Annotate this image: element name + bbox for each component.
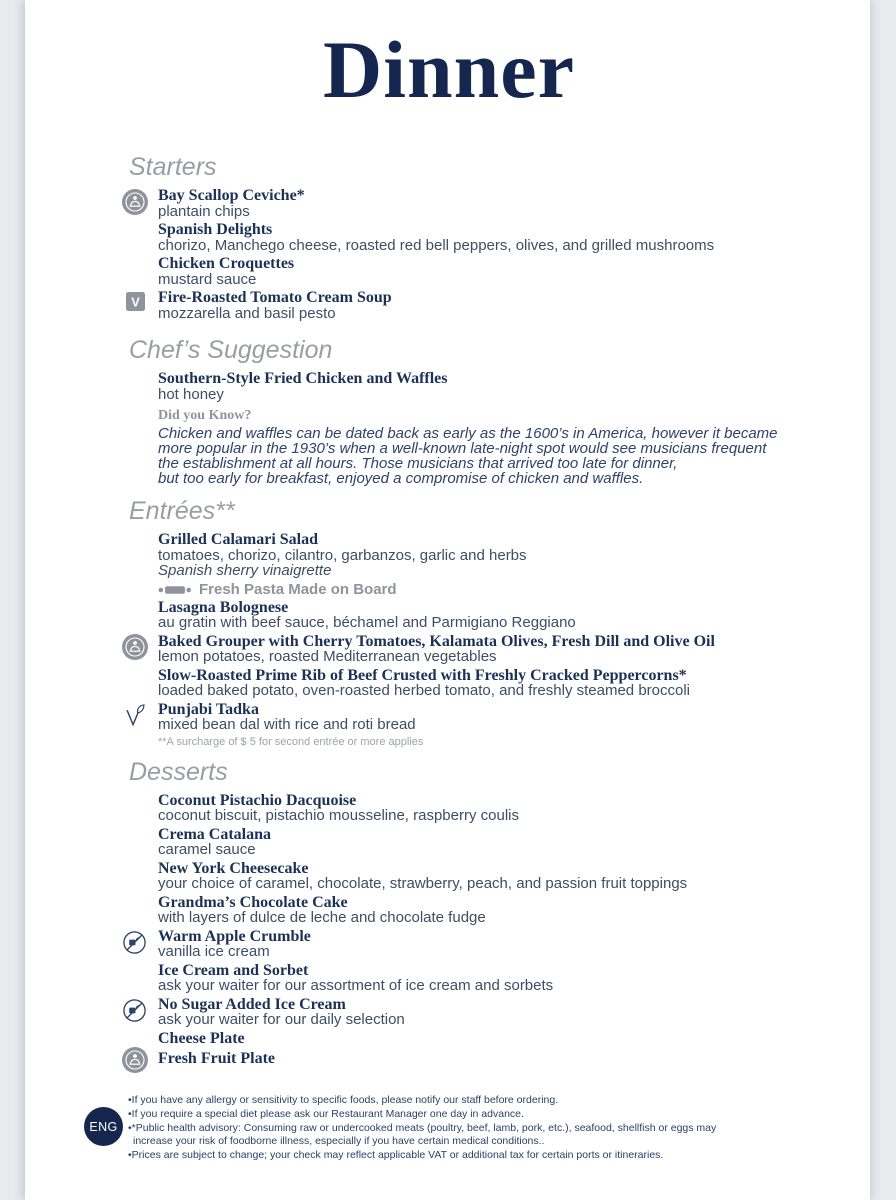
did-you-know-heading: Did you Know? — [158, 408, 252, 423]
item-name: Southern-Style Fried Chicken and Waffles — [158, 370, 448, 387]
item-name: Grilled Calamari Salad — [158, 531, 318, 548]
item-name: Crema Catalana — [158, 825, 272, 843]
section-chefs-suggestion — [129, 336, 830, 487]
item-description: caramel sauce — [158, 841, 256, 858]
footer-notes — [128, 1094, 740, 1163]
menu-item — [158, 929, 830, 960]
item-description: mustard sauce — [158, 270, 257, 288]
item-name: No Sugar Added Ice Cream — [158, 995, 346, 1013]
menu-item — [158, 1051, 830, 1067]
did-you-know-line: Chicken and waffles can be dated back as early as the 1600’s in America, however it became — [158, 425, 778, 442]
item-name: Chicken Croquettes — [158, 255, 295, 272]
section-heading: Entrées** — [129, 497, 235, 525]
surcharge-note: **A surcharge of $ 5 for second entrée or more applies — [158, 735, 424, 748]
menu-item — [158, 256, 830, 287]
menu-item — [158, 827, 830, 858]
item-name: New York Cheesecake — [158, 859, 309, 877]
item-description: plantain chips — [158, 202, 250, 220]
item-name: Bay Scallop Ceviche* — [158, 187, 305, 204]
menu-item — [130, 289, 830, 322]
section-heading: Chef’s Suggestion — [129, 336, 333, 364]
item-description: ask your waiter for our daily selection — [158, 1011, 405, 1028]
spa-icon — [121, 188, 148, 215]
section-entrees — [129, 497, 830, 749]
did-you-know-line: but too early for breakfast, enjoyed a compromise of chicken and waffles. — [158, 470, 644, 487]
menu-content — [25, 0, 870, 1067]
did-you-know-line: the establishment at all hours. Those musicians that arrived too late for dinner, — [158, 455, 678, 472]
footer-note: •Prices are subject to change; your check may reflect applicable VAT or additional tax for certain ports or itineraries. — [128, 1149, 664, 1162]
item-name: Cheese Plate — [158, 1029, 245, 1047]
language-badge[interactable]: ENG — [84, 1107, 123, 1146]
item-description: vanilla ice cream — [158, 943, 270, 960]
footer-note: •If you have any allergy or sensitivity to specific foods, please notify our staff before ordering. — [128, 1094, 559, 1106]
menu-item — [158, 702, 830, 733]
menu-item — [158, 963, 830, 994]
item-description: loaded baked potato, oven-roasted herbed tomato, and freshly steamed broccoli — [158, 682, 691, 699]
menu-item — [158, 532, 830, 579]
footer-note: •*Public health advisory: Consuming raw or undercooked meats (poultry, beef, lamb, pork, etc.), seafood, shellfish or eggs may increase your risk of foodborne illness, especially if you have certain medical conditions.. — [128, 1121, 717, 1148]
menu-page — [25, 0, 870, 1200]
item-description: your choice of caramel, chocolate, strawberry, peach, and passion fruit toppings — [158, 875, 688, 892]
no-sugar-icon — [121, 997, 148, 1024]
item-name: Warm Apple Crumble — [158, 927, 311, 945]
menu-item — [158, 793, 830, 824]
menu-item — [158, 997, 830, 1028]
item-name: Slow-Roasted Prime Rib of Beef Crusted with Freshly Cracked Peppercorns* — [158, 666, 687, 684]
item-name: Fire-Roasted Tomato Cream Soup — [158, 289, 392, 306]
footer-note: •If you require a special diet please ask our Restaurant Manager one day in advance. — [128, 1107, 524, 1120]
menu-item — [158, 1031, 830, 1047]
section-desserts — [129, 757, 830, 1067]
item-name: Spanish Delights — [158, 221, 273, 238]
item-description: hot honey — [158, 385, 224, 403]
item-description: mozzarella and basil pesto — [158, 304, 336, 322]
item-description: au gratin with beef sauce, béchamel and Parmigiano Reggiano — [158, 614, 576, 631]
section-heading: Starters — [129, 153, 217, 181]
did-you-know-line: more popular in the 1930’s when a well-known late-night spot would see musicians frequent — [158, 440, 767, 457]
menu-item — [158, 634, 830, 665]
menu-item — [158, 600, 830, 631]
vegetarian-icon — [125, 291, 145, 311]
item-description: coconut biscuit, pistachio mousseline, raspberry coulis — [158, 807, 520, 824]
item-description: lemon potatoes, roasted Mediterranean vegetables — [158, 648, 497, 665]
menu-item — [158, 668, 830, 699]
item-description: mixed bean dal with rice and roti bread — [158, 716, 416, 733]
no-sugar-icon — [121, 929, 148, 956]
menu-item — [158, 371, 830, 402]
item-name: Fresh Fruit Plate — [158, 1050, 276, 1067]
item-name: Baked Grouper with Cherry Tomatoes, Kalamata Olives, Fresh Dill and Olive Oil — [158, 632, 715, 650]
menu-item — [158, 222, 830, 253]
section-starters — [129, 153, 830, 322]
item-name: Punjabi Tadka — [158, 700, 259, 718]
vegan-icon — [121, 702, 148, 729]
svg-text:V: V — [130, 293, 140, 309]
item-name: Lasagna Bolognese — [158, 598, 289, 616]
spa-icon — [121, 1046, 148, 1073]
page-title: Dinner — [323, 24, 575, 115]
item-description: tomatoes, chorizo, cilantro, garbanzos, garlic and herbs — [158, 546, 527, 564]
item-name: Ice Cream and Sorbet — [158, 961, 309, 979]
item-description: with layers of dulce de leche and chocolate fudge — [158, 909, 486, 926]
did-you-know-block — [158, 408, 830, 486]
spa-icon — [121, 634, 148, 661]
rolling-pin-icon — [158, 585, 192, 595]
item-description: chorizo, Manchego cheese, roasted red bell peppers, olives, and grilled mushrooms — [158, 236, 715, 254]
item-description: ask your waiter for our assortment of ice cream and sorbets — [158, 977, 554, 994]
item-description-italic: Spanish sherry vinaigrette — [158, 562, 332, 579]
item-name: Coconut Pistachio Dacquoise — [158, 791, 357, 809]
menu-item — [158, 861, 830, 892]
menu-item — [158, 188, 830, 219]
fresh-pasta-note — [158, 582, 830, 598]
section-heading: Desserts — [129, 757, 228, 786]
fresh-pasta-label: Fresh Pasta Made on Board — [199, 580, 397, 598]
menu-item — [158, 895, 830, 926]
item-name: Grandma’s Chocolate Cake — [158, 893, 348, 911]
